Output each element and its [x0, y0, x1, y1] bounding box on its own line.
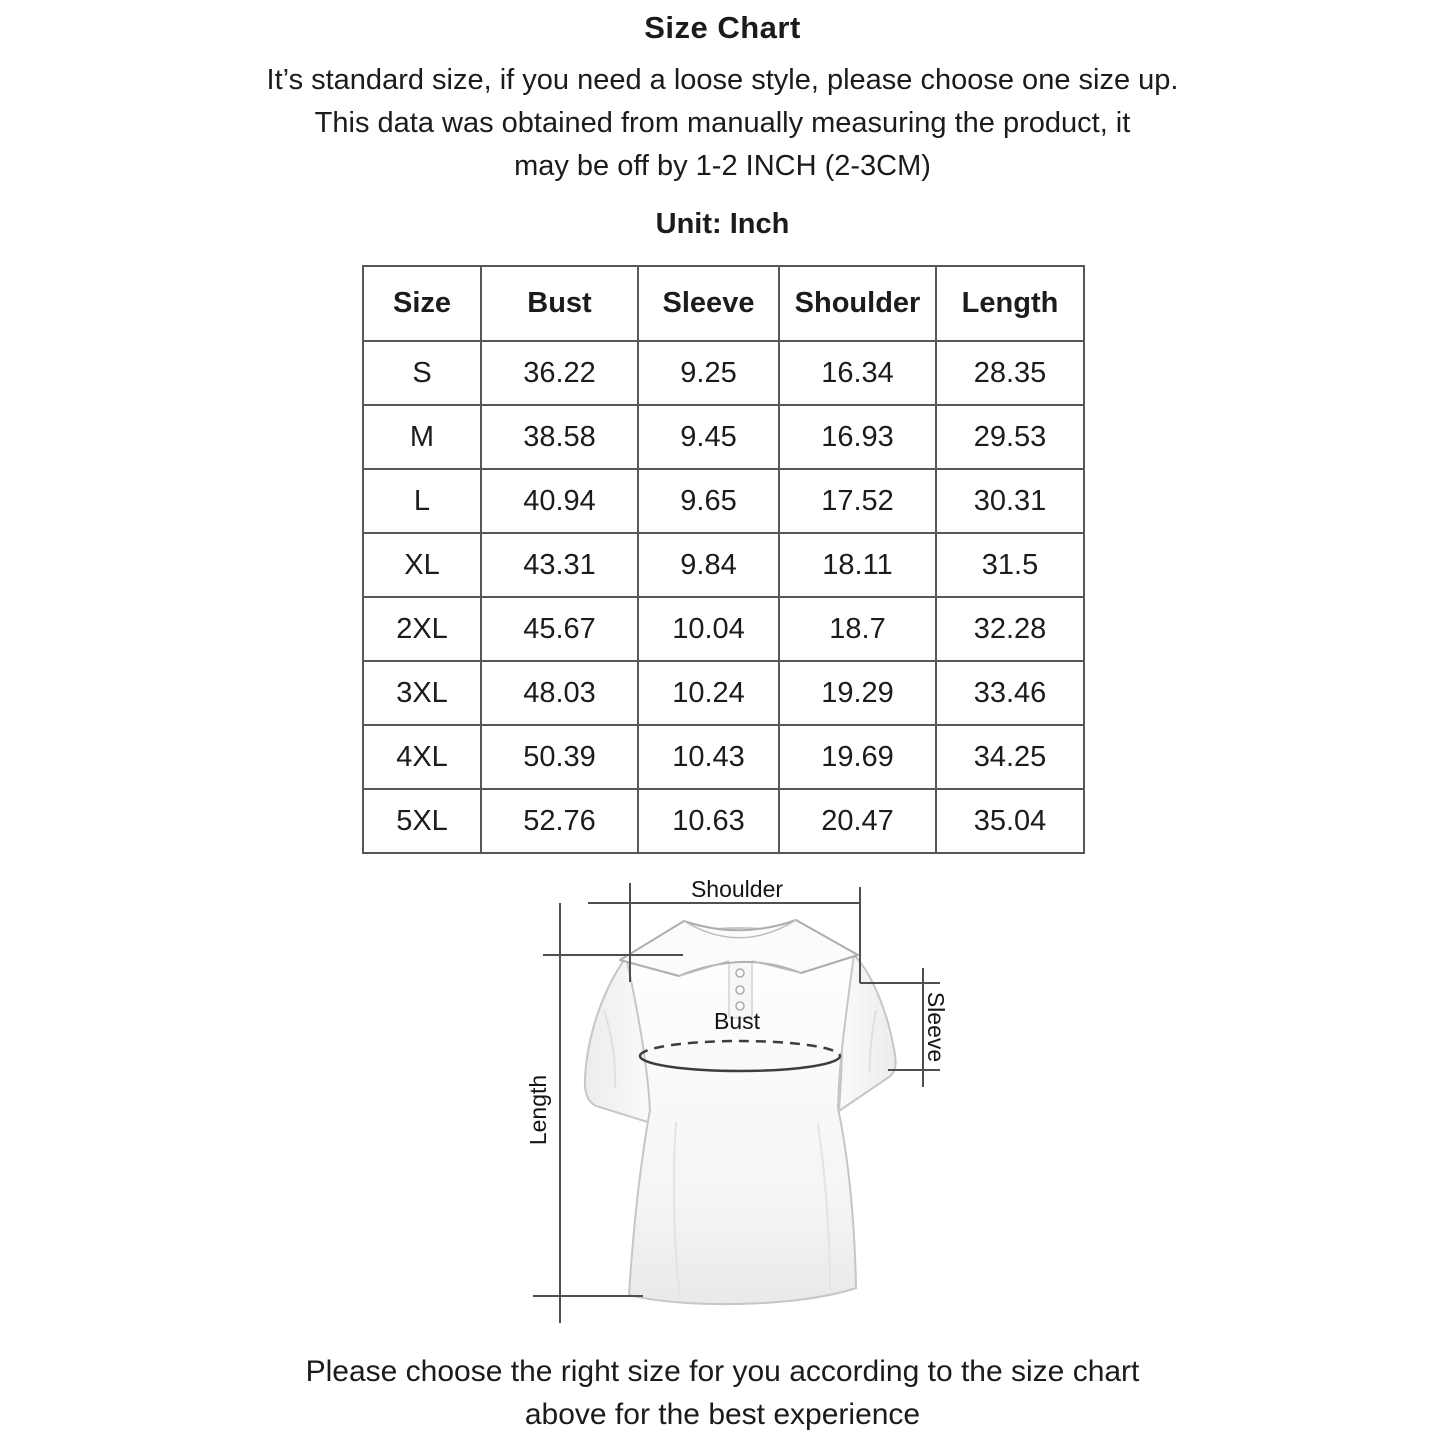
sleeve-cell: 9.25 — [638, 341, 779, 405]
size-table — [362, 265, 1085, 854]
length-cell: 31.5 — [936, 533, 1084, 597]
size-cell: XL — [363, 533, 481, 597]
sleeve-cell: 10.04 — [638, 597, 779, 661]
col-header-length: Length — [936, 266, 1084, 341]
size-cell: 5XL — [363, 789, 481, 853]
length-label: Length — [525, 1074, 551, 1146]
size-cell: 2XL — [363, 597, 481, 661]
table-header-row — [363, 266, 1084, 341]
sleeve-cell: 9.45 — [638, 405, 779, 469]
table-row — [363, 533, 1084, 597]
table-row — [363, 341, 1084, 405]
shoulder-cell: 18.11 — [779, 533, 936, 597]
length-cell: 34.25 — [936, 725, 1084, 789]
length-cell: 32.28 — [936, 597, 1084, 661]
table-row — [363, 725, 1084, 789]
shirt-button — [736, 969, 744, 977]
intro-line-1: It’s standard size, if you need a loose style, please choose one size up. — [266, 64, 1179, 96]
size-cell: 3XL — [363, 661, 481, 725]
bust-cell: 43.31 — [481, 533, 638, 597]
intro-text — [0, 59, 1445, 188]
length-cell: 29.53 — [936, 405, 1084, 469]
size-cell: 4XL — [363, 725, 481, 789]
shoulder-cell: 19.29 — [779, 661, 936, 725]
sleeve-cell: 9.65 — [638, 469, 779, 533]
size-cell: M — [363, 405, 481, 469]
table-row — [363, 789, 1084, 853]
col-header-size: Size — [363, 266, 481, 341]
unit-label: Unit: Inch — [655, 208, 790, 240]
length-cell: 30.31 — [936, 469, 1084, 533]
intro-line-3: may be off by 1-2 INCH (2-3CM) — [514, 150, 931, 182]
bust-cell: 45.67 — [481, 597, 638, 661]
sleeve-cell: 10.63 — [638, 789, 779, 853]
sleeve-cell: 10.43 — [638, 725, 779, 789]
page-title: Size Chart — [644, 10, 801, 45]
footer-line-2: above for the best experience — [524, 1398, 921, 1431]
shoulder-cell: 16.93 — [779, 405, 936, 469]
shoulder-cell: 19.69 — [779, 725, 936, 789]
footer-note — [0, 1350, 1445, 1436]
footer-line-1: Please choose the right size for you according to the size chart — [305, 1355, 1140, 1388]
shoulder-cell: 17.52 — [779, 469, 936, 533]
length-cell: 28.35 — [936, 341, 1084, 405]
shirt-measurement-diagram — [500, 860, 990, 1345]
table-row — [363, 661, 1084, 725]
length-cell: 35.04 — [936, 789, 1084, 853]
sleeve-cell: 10.24 — [638, 661, 779, 725]
bust-cell: 38.58 — [481, 405, 638, 469]
shoulder-cell: 20.47 — [779, 789, 936, 853]
bust-cell: 50.39 — [481, 725, 638, 789]
shirt-button — [736, 986, 744, 994]
shoulder-cell: 16.34 — [779, 341, 936, 405]
intro-line-2: This data was obtained from manually measuring the product, it — [314, 107, 1131, 139]
size-cell: S — [363, 341, 481, 405]
shoulder-cell: 18.7 — [779, 597, 936, 661]
sleeve-cell: 9.84 — [638, 533, 779, 597]
bust-cell: 36.22 — [481, 341, 638, 405]
bust-cell: 40.94 — [481, 469, 638, 533]
table-row — [363, 597, 1084, 661]
table-row — [363, 405, 1084, 469]
col-header-shoulder: Shoulder — [779, 266, 936, 341]
col-header-bust: Bust — [481, 266, 638, 341]
bust-cell: 52.76 — [481, 789, 638, 853]
size-cell: L — [363, 469, 481, 533]
col-header-sleeve: Sleeve — [638, 266, 779, 341]
shoulder-label: Shoulder — [690, 876, 784, 902]
length-cell: 33.46 — [936, 661, 1084, 725]
table-row — [363, 469, 1084, 533]
bust-label: Bust — [713, 1008, 761, 1034]
sleeve-label: Sleeve — [923, 991, 949, 1063]
shirt-illustration — [585, 920, 896, 1304]
bust-cell: 48.03 — [481, 661, 638, 725]
